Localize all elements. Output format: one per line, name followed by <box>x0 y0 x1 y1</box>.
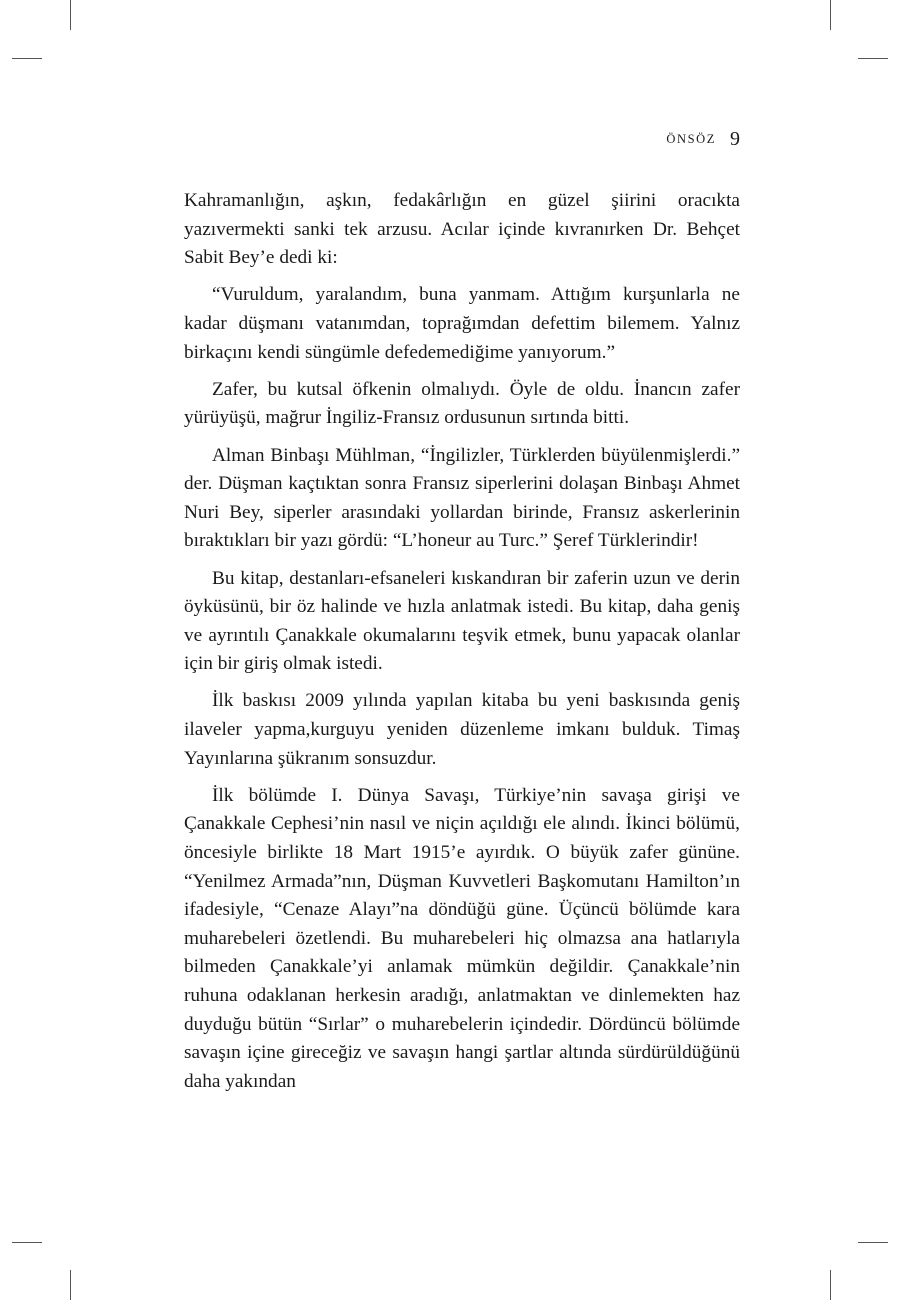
crop-mark-left-top <box>12 58 42 59</box>
paragraph: İlk baskısı 2009 yılında yapılan kitaba bu yeni baskısında geniş ilaveler yapma,kurguyu yeniden düzenleme imkanı bulduk. Timaş Yayınlarına şükranım sonsuzdur. <box>184 690 740 769</box>
crop-mark-right-top <box>858 58 888 59</box>
body-text <box>184 187 740 1105</box>
paragraph: Alman Binbaşı Mühlman, “İngilizler, Türklerden büyülenmişlerdi.” der. Düşman kaçtıktan sonra Fransız siperlerini dolaşan Binbaşı Ahmet Nuri Bey, siperler arasındaki yollardan birinde, Fransız askerlerinin bıraktıkları bir yazı gördü: “L’honeur au Turc.” Şeref Türklerindir! <box>184 444 740 552</box>
paragraph: Bu kitap, destanları-efsaneleri kıskandıran bir zaferin uzun ve derin öyküsünü, bir öz halinde ve hızla anlatmak istedi. Bu kitap, daha geniş ve ayrıntılı Çanakkale okumalarını teşvik etmek, bunu yapacak olanlar için bir giriş olmak istedi. <box>184 567 740 675</box>
paragraph: Kahramanlığın, aşkın, fedakârlığın en güzel şiirini oracıkta yazıvermekti sanki tek arzusu. Acılar içinde kıvranırken Dr. Behçet Sabit Bey’e dedi ki: <box>184 190 740 269</box>
paragraph: Zafer, bu kutsal öfkenin olmalıydı. Öyle de oldu. İnancın zafer yürüyüşü, mağrur İngiliz-Fransız ordusunun sırtında bitti. <box>184 378 740 429</box>
paragraph: İlk bölümde I. Dünya Savaşı, Türkiye’nin savaşa girişi ve Çanakkale Cephesi’nin nasıl ve niçin açıldığı ele alındı. İkinci bölümü, öncesiyle birlikte 18 Mart 1915’e ayırdık. O büyük zafer gününe. “Yenilmez Armada”nın, Düşman Kuvvetleri Başkomutanı Hamilton’ın ifadesiyle, “Cenaze Alayı”na döndüğü güne. Üçüncü bölümde kara muharebeleri özetlendi. Bu muharebeleri hiç olmazsa ana hatlarıyla bilmeden Çanakkale’yi anlamak mümkün değildir. Çanakkale’nin ruhuna odaklanan herkesin aradığı, anlatmaktan ve dinlemekten haz duyduğu bütün “Sırlar” o muharebelerin içindedir. Dördüncü bölümde savaşın içine gireceğiz ve savaşın hangi şartlar altında sürdürüldüğünü daha yakından <box>184 784 740 1092</box>
paragraph: “Vuruldum, yaralandım, buna yanmam. Attığım kurşunlarla ne kadar düşmanı vatanımdan, toprağımdan defettim bilemem. Yalnız birkaçını kendi süngümle defedemediğime yanıyorum.” <box>184 284 740 363</box>
crop-mark-left-bottom <box>12 1242 42 1243</box>
page-number: 9 <box>730 128 740 150</box>
running-header <box>184 128 740 151</box>
crop-mark-bottom-left <box>70 1270 71 1300</box>
crop-mark-top-right <box>830 0 831 30</box>
crop-mark-bottom-right <box>830 1270 831 1300</box>
crop-mark-top-left <box>70 0 71 30</box>
running-title: ÖNSÖZ <box>666 132 716 146</box>
crop-mark-right-bottom <box>858 1242 888 1243</box>
